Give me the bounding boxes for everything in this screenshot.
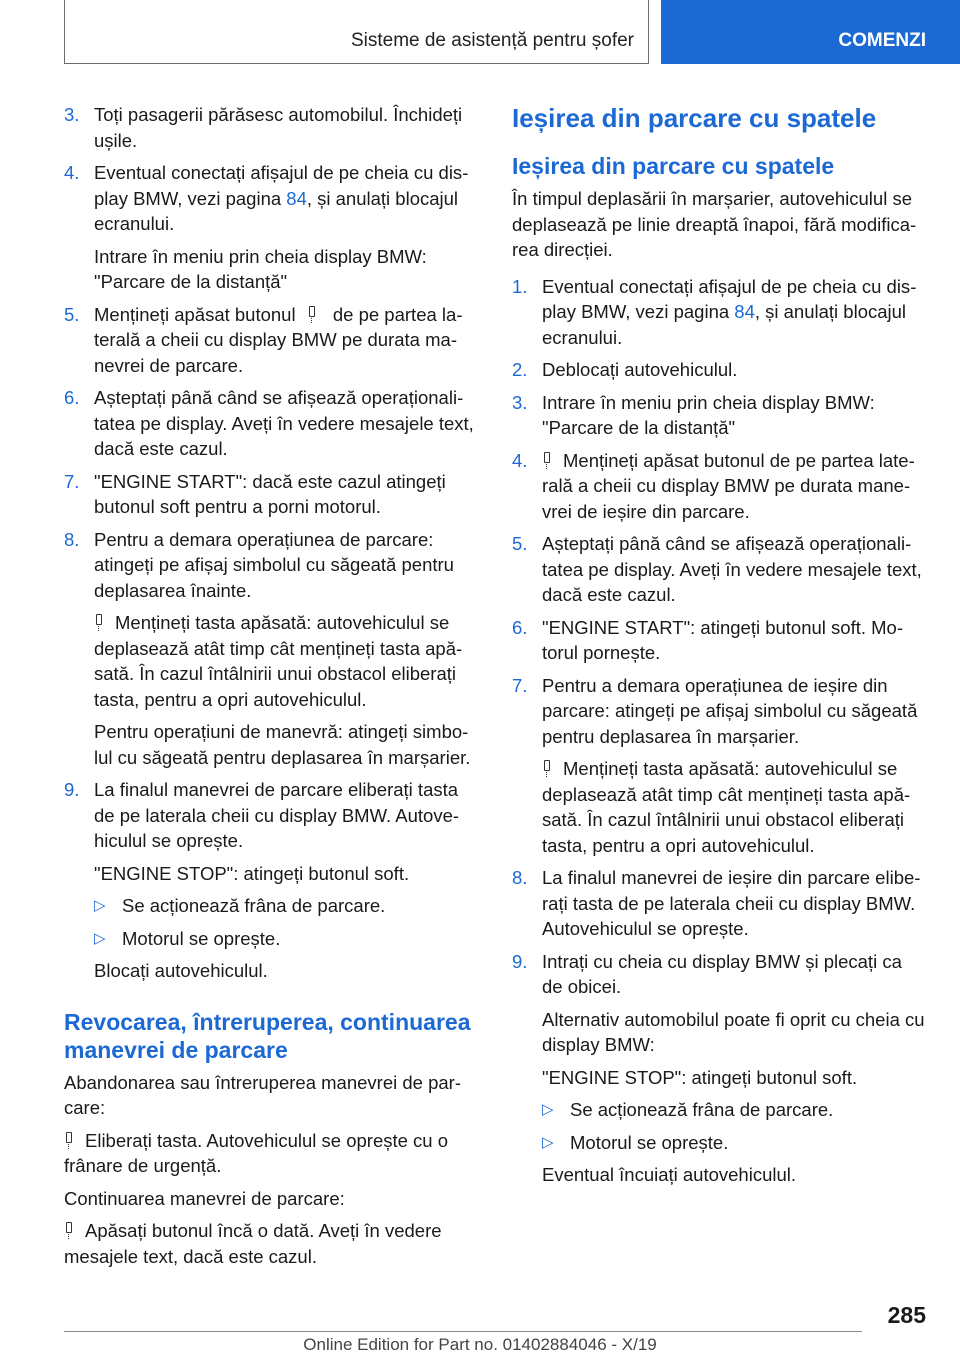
header-chapter-tab[interactable] (661, 0, 960, 64)
step: 2. Deblocați autovehiculul. (512, 359, 738, 380)
list-item: ▷ Se acționează frâna de parcare. (64, 893, 478, 919)
step: 5. Așteptați până când se afișează operaționalitatea pe display. Aveți în vedere mesajele text, dacă este cazul. (512, 533, 922, 605)
key-button-icon (64, 1132, 75, 1149)
paragraph: Pentru operațiuni de manevră: atingeți simbolul cu săgeată pentru deplasarea în marșarier. (94, 721, 471, 768)
step: 4. Eventual conectați afișajul de pe cheia cu display BMW, vezi pagina 84, și anulați blocajul ecranului. (64, 162, 469, 234)
sub-heading: Ieșirea din parcare cu spatele (512, 153, 835, 179)
paragraph: Abandonarea sau întreruperea manevrei de parcare: (64, 1071, 461, 1118)
key-button-icon (542, 760, 553, 777)
paragraph: Mențineți tasta apăsată: autovehiculul se deplasează atât timp cât mențineți tasta apăsată. În cazul întâlnirii unui obstacol eliberați tasta, pentru a opri autovehiculul. (542, 758, 911, 856)
paragraph: Apăsați butonul încă o dată. Aveți în vedere mesajele text, dacă este cazul. (64, 1220, 442, 1267)
paragraph: "ENGINE STOP": atingeți butonul soft. (94, 862, 410, 884)
page-number: 285 (887, 1302, 926, 1328)
step: 8. La finalul manevrei de ieșire din parcare eliberați tasta de pe laterala cheii cu display BMW. Autovehiculul se oprește. (512, 867, 921, 939)
triangle-bullet-icon: ▷ (542, 1101, 554, 1118)
step: 3. Intrare în meniu prin cheia display BMW: "Parcare de la distanță" (512, 391, 875, 438)
paragraph: Continuarea manevrei de parcare: (64, 1187, 345, 1209)
list-item: ▷ Motorul se oprește. (512, 1130, 926, 1156)
right-column (512, 102, 926, 1195)
step: 9. Intrați cu cheia cu display BMW și plecați ca de obicei. (512, 950, 902, 997)
header-section-box (64, 0, 649, 64)
list-item: ▷ Motorul se oprește. (64, 926, 478, 952)
paragraph: Eventual încuiați autovehiculul. (542, 1164, 797, 1185)
step: 4. Mențineți apăsat butonul de pe partea laterală a cheii cu display BMW pe durata manevrei de ieșire din parcare. (512, 449, 915, 522)
step: 1. Eventual conectați afișajul de pe cheia cu display BMW, vezi pagina 84, și anulați blocajul ecranului. (512, 275, 917, 348)
section-title: Sisteme de asistență pentru șofer (350, 30, 634, 51)
paragraph: Intrare în meniu prin cheia display BMW: "Parcare de la distanță" (94, 245, 427, 292)
page-link[interactable]: 84 (286, 187, 307, 209)
paragraph: Eliberați tasta. Autovehiculul se oprește cu o frânare de urgență. (64, 1129, 449, 1176)
chapter-tab-label: COMENZI (838, 30, 926, 51)
step: 5. Mențineți apăsat butonul de pe partea laterală a cheii cu display BMW pe durata manevrei de parcare. (64, 303, 463, 376)
step: 7. Pentru a demara operațiunea de ieșire din parcare: atingeți pe afișaj simbolul cu săgeată pentru deplasarea în marșarier. (512, 674, 918, 747)
paragraph: "ENGINE STOP": atingeți butonul soft. (542, 1066, 858, 1088)
key-button-icon (542, 452, 553, 469)
paragraph: Alternativ automobilul poate fi oprit cu cheia cu display BMW: (542, 1008, 925, 1055)
triangle-bullet-icon: ▷ (94, 929, 106, 947)
footer-divider (64, 1331, 862, 1332)
step: 9. La finalul manevrei de parcare eliberați tasta de pe laterala cheii cu display BMW. Autovehiculul se oprește. (64, 779, 460, 851)
main-heading: Ieșirea din parcare cu spatele (512, 103, 877, 133)
key-button-icon (94, 614, 105, 631)
footer-edition: Online Edition for Part no. 01402884046 - X/19 (303, 1335, 657, 1354)
step: 3. Toți pasagerii părăsesc automobilul. Închideți ușile. (64, 104, 463, 151)
step: 7. "ENGINE START": dacă este cazul atingeți butonul soft pentru a porni motorul. (64, 470, 446, 517)
triangle-bullet-icon: ▷ (94, 897, 106, 914)
key-button-icon (64, 1222, 75, 1239)
page-link[interactable]: 84 (734, 301, 755, 322)
key-button-icon (307, 306, 318, 323)
step: 8. Pentru a demara operațiunea de parcare: atingeți pe afișaj simbolul cu săgeată pentru deplasarea înainte. (64, 528, 454, 601)
step: 6. "ENGINE START": atingeți butonul soft. Motorul pornește. (512, 616, 904, 663)
step: 6. Așteptați până când se afișează operaționalitatea pe display. Aveți în vedere mesajele text, dacă este cazul. (64, 387, 474, 459)
paragraph: În timpul deplasării în marșarier, autovehiculul se deplasează pe linie dreaptă înapoi, fără modificarea direcției. (512, 188, 917, 260)
paragraph: Mențineți tasta apăsată: autovehiculul se deplasează atât timp cât mențineți tasta apăsată. În cazul întâlnirii unui obstacol eliberați tasta, pentru a opri autovehiculul. (94, 612, 463, 710)
triangle-bullet-icon: ▷ (542, 1133, 554, 1151)
list-item: ▷ Se acționează frâna de parcare. (512, 1097, 926, 1123)
section-heading: Revocarea, întreruperea, continuarea manevrei de parcare (64, 1008, 471, 1063)
left-column (64, 102, 478, 1276)
paragraph: Blocați autovehiculul. (94, 960, 268, 981)
